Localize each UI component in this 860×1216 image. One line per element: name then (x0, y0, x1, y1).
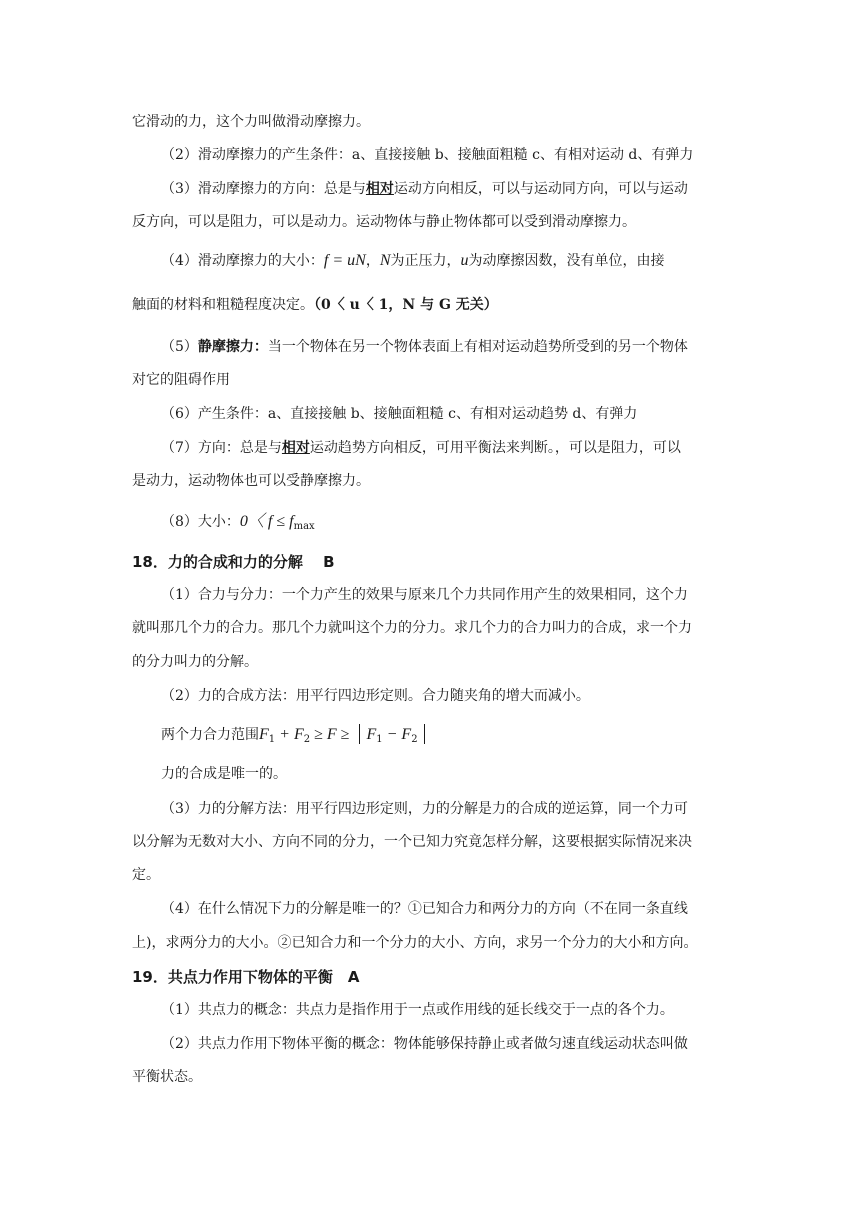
heading-text: 19．共点力作用下物体的平衡 A (132, 968, 360, 986)
bold-text: 静摩擦力： (197, 339, 268, 355)
text: 它滑动的力，这个力叫做滑动摩擦力。 (132, 114, 370, 130)
formula: 0〈 f ≤ f (239, 513, 294, 530)
text: （2）滑动摩擦力的产生条件：a、直接接触 b、接触面粗糙 c、有相对运动 d、有弹力 (161, 147, 694, 163)
text-line (161, 899, 688, 919)
text: （1）合力与分力：一个力产生的效果与原来几个力共同作用产生的效果相同，这个力 (161, 587, 688, 603)
formula-subscript: max (293, 521, 315, 532)
text: 运动趋势方向相反，可用平衡法来判断。，可以是阻力，可以 (309, 440, 681, 456)
text-line (132, 618, 692, 638)
text: （2）力的合成方法：用平行四边形定则。合力随夹角的增大而减小。 (161, 688, 590, 704)
text: 就叫那几个力的合力。那几个力就叫这个力的分力。求几个力的合力叫力的合成，求一个力 (132, 620, 692, 636)
text: 为动摩擦因数，没有单位，由接 (468, 253, 665, 269)
text-line (161, 251, 665, 271)
text: （7）方向：总是与 (161, 440, 282, 456)
formula-variable: F (401, 726, 412, 743)
formula-variable: u (460, 252, 469, 269)
text: （2）共点力作用下物体平衡的概念：物体能够保持静止或者做匀速直线运动状态叫做 (161, 1036, 688, 1052)
text-line (161, 337, 688, 357)
formula-variable: F (259, 726, 269, 743)
text-line (161, 179, 688, 199)
formula-variable: F (293, 726, 304, 743)
formula-subscript: 2 (411, 734, 418, 745)
formula-operator: + (275, 726, 294, 743)
formula-subscript: 2 (303, 734, 311, 745)
text: （3）滑动摩擦力的方向：总是与 (161, 181, 366, 197)
text-line (132, 933, 697, 953)
text-line (132, 370, 230, 390)
text: （3）力的分解方法：用平行四边形定则，力的分解是力的合成的逆运算，同一个力可 (161, 801, 688, 817)
section-heading (132, 967, 359, 987)
absolute-bar (359, 724, 360, 744)
text: （5） (161, 339, 198, 355)
text: 平衡状态。 (132, 1069, 202, 1085)
text: 定。 (132, 867, 160, 883)
text: 力的合成是唯一的。 (161, 766, 287, 782)
text: （1）共点力的概念：共点力是指作用于一点或作用线的延长线交于一点的各个力。 (161, 1002, 674, 1018)
formula-operator: − (382, 726, 402, 743)
text: 两个力合力范围 (161, 727, 259, 743)
text-line (132, 212, 636, 232)
formula-operator: ≥ F ≥ (310, 726, 354, 743)
text: 的分力叫力的分解。 (132, 654, 258, 670)
text-line (161, 1000, 674, 1020)
text: 触面的材料和粗糙程度决定。 (132, 297, 314, 313)
formula-variable: F (366, 726, 377, 743)
absolute-bar (424, 724, 425, 744)
text-line (161, 686, 590, 706)
text-line (161, 512, 315, 537)
bold-text: （0〈 u〈 1，N 与 G 无关） (314, 297, 498, 313)
text: （4）滑动摩擦力的大小： (161, 253, 324, 269)
text-line (161, 438, 681, 458)
text: 当一个物体在另一个物体表面上有相对运动趋势所受到的另一个物体 (267, 339, 688, 355)
text-line (132, 471, 370, 491)
text: 运动方向相反，可以与运动同方向，可以与运动 (393, 181, 688, 197)
formula-subscript: 1 (268, 734, 276, 745)
text: 以分解为无数对大小、方向不同的分力，一个已知力究竟怎样分解，这要根据实际情况来决 (132, 834, 692, 850)
formula-variable: N (379, 252, 391, 269)
text-line (161, 145, 693, 165)
text-line (132, 865, 160, 885)
emphasis-text: 相对 (281, 440, 310, 456)
text-line (132, 832, 692, 852)
formula-subscript: 1 (376, 734, 383, 745)
text: （4）在什么情况下力的分解是唯一的？①已知合力和两分力的方向（不在同一条直线 (161, 901, 688, 917)
text: 对它的阻碍作用 (132, 372, 230, 388)
text-line (161, 1034, 688, 1054)
text: 为正压力， (390, 253, 461, 269)
text-line (161, 585, 688, 605)
text-line (161, 404, 637, 424)
text-line (132, 652, 258, 672)
text: （8）大小： (161, 514, 240, 530)
text-line (132, 295, 498, 315)
text-line (161, 764, 287, 784)
heading-text: 18．力的合成和力的分解 B (132, 553, 335, 571)
formula: f = uN (323, 252, 366, 269)
text: 反方向，可以是阻力，可以是动力。运动物体与静止物体都可以受到滑动摩擦力。 (132, 214, 636, 230)
formula-line (161, 724, 431, 750)
emphasis-text: 相对 (365, 181, 394, 197)
text-line (132, 1067, 202, 1087)
text: 是动力，运动物体也可以受静摩擦力。 (132, 473, 370, 489)
text: 上)，求两分力的大小。②已知合力和一个分力的大小、方向，求另一个分力的大小和方向。 (132, 935, 698, 951)
section-heading (132, 552, 335, 572)
text: （6）产生条件：a、直接接触 b、接触面粗糙 c、有相对运动趋势 d、有弹力 (161, 406, 638, 422)
text: ， (365, 253, 380, 269)
text-line (161, 799, 688, 819)
text-line (132, 112, 370, 132)
